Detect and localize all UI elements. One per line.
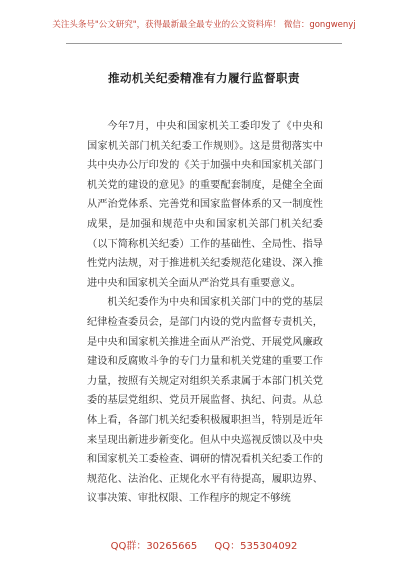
- header-divider: [66, 43, 342, 44]
- footer-contacts: [0, 537, 408, 552]
- document-title: 推动机关纪委精准有力履行监督职责: [108, 71, 300, 85]
- qq-group-number: QQ群：30265665: [110, 541, 198, 552]
- body-paragraph: 机关纪委作为中央和国家机关部门中的党的基层纪律检查委员会，是部门内设的党内监督专责机关，是中央和国家机关推进全面从严治党、开展党风廉政建设和反腐败斗争的专门力量和机关党建的重要工作力量，按照有关规定对组织关系隶属于本部门机关党委的基层党组织、党员开展监督、执纪、问责。从总体上看，各部门机关纪委积极履职担当，特别是近年来呈现出新进步新变化。但从中央巡视反馈以及中央和国家机关工委检查、调研的情况看机关纪委工作的规范化、法治化、正规化水平有待提高，履职边界、议事决策、审批权限、工作程序的规定不够统: [87, 297, 323, 505]
- body-paragraph: 今年7月，中央和国家机关工委印发了《中央和国家机关部门机关纪委工作规则》。这是贯彻落实中共中央办公厅印发的《关于加强中央和国家机关部门机关党的建设的意见》的重要配套制度，是健全全面从严治党体系、完善党和国家监督体系的又一制度性成果，是加强和规范中央和国家机关部门机关纪委（以下简称机关纪委）工作的基础性、全局性、指导性党内法规，对于推进机关纪委规范化建设、深入推进中央和国家机关全面从严治党具有重要意义。: [87, 121, 323, 289]
- header-banner: 关注头条号"公文研究"，获得最新最全最专业的公文资料库！ 微信：gongwenyj: [52, 20, 356, 30]
- document-body: [87, 117, 323, 509]
- qq-number: QQ：535304092: [214, 541, 298, 552]
